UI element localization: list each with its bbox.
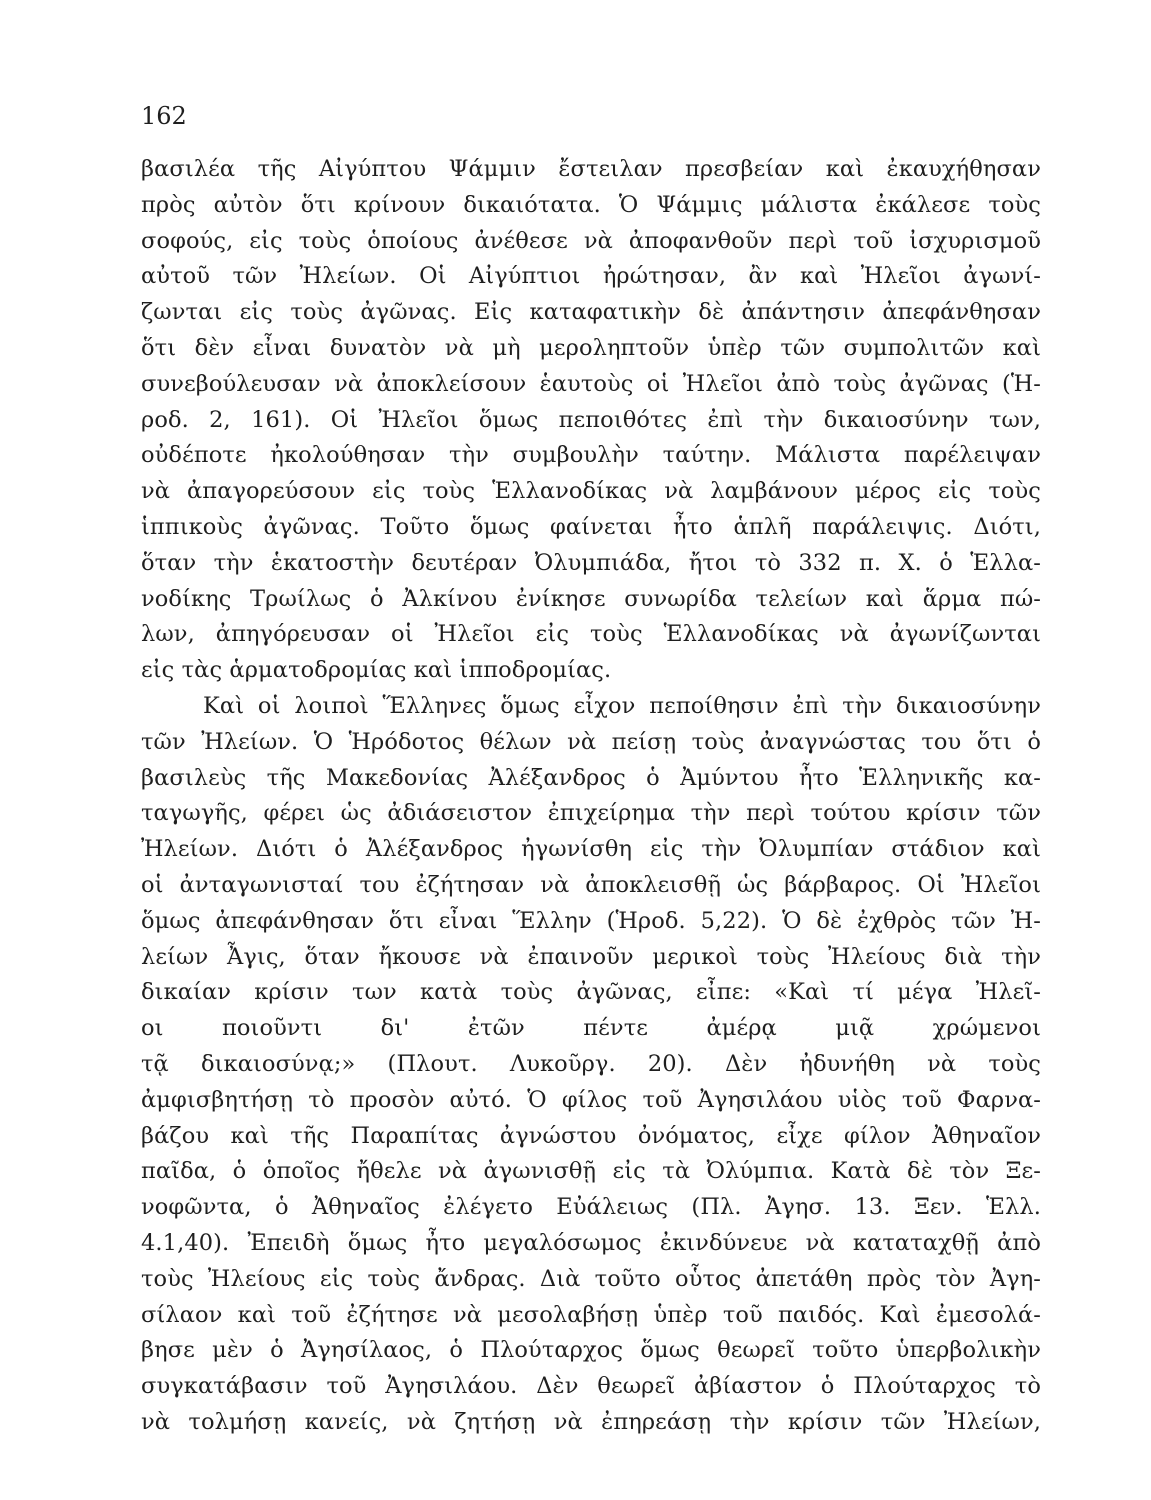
body-text [141,152,1041,1441]
text-line: οἱ ἀνταγωνισταί του ἐζήτησαν νὰ ἀποκλεισθῇ ὡς βάρβαρος. Οἱ Ἠλεῖοι [141,871,1041,898]
text-line: νοφῶντα, ὁ Ἀθηναῖος ἐλέγετο Εὐάλειως (Πλ. Ἀγησ. 13. Ξεν. Ἑλλ. [141,1194,1041,1221]
text-line: σίλαον καὶ τοῦ ἐζήτησε νὰ μεσολαβήσῃ ὑπὲρ τοῦ παιδός. Καὶ ἐμεσολά- [141,1301,1041,1328]
text-line: παῖδα, ὁ ὁποῖος ἤθελε νὰ ἀγωνισθῇ εἰς τὰ Ὀλύμπια. Κατὰ δὲ τὸν Ξε- [141,1158,1041,1185]
text-line: αὐτοῦ τῶν Ἠλείων. Οἱ Αἰγύπτιοι ἠρώτησαν, ἂν καὶ Ἠλεῖοι ἀγωνί- [141,263,1041,290]
text-line: τᾷ δικαιοσύνᾳ;» (Πλουτ. Λυκοῦργ. 20). Δὲν ἠδυνήθη νὰ τοὺς [141,1050,1041,1077]
text-line: βασιλέα τῆς Αἰγύπτου Ψάμμιν ἔστειλαν πρεσβείαν καὶ ἐκαυχήθησαν [141,156,1041,182]
text-line: τοὺς Ἠλείους εἰς τοὺς ἄνδρας. Διὰ τοῦτο οὗτος ἀπετάθη πρὸς τὸν Ἀγη- [141,1265,1041,1292]
paragraph-2 [141,689,1041,1441]
text-line: οι ποιοῦντι δι' ἐτῶν πέντε ἀμέρᾳ μιᾷ χρώμενοι [141,1015,1041,1042]
text-line: Καὶ οἱ λοιποὶ Ἕλληνες ὅμως εἶχον πεποίθησιν ἐπὶ τὴν δικαιοσύνην [203,692,1041,719]
paragraph-1 [141,152,1041,689]
text-line: εἰς τὰς ἁρματοδρομίας καὶ ἱπποδρομίας. [141,657,612,684]
text-line: ροδ. 2, 161). Οἱ Ἠλεῖοι ὅμως πεποιθότες ἐπὶ τὴν δικαιοσύνην των, [141,406,1041,433]
text-line: ζωνται εἰς τοὺς ἀγῶνας. Εἰς καταφατικὴν δὲ ἀπάντησιν ἀπεφάνθησαν [141,299,1041,326]
text-line: νὰ ἀπαγορεύσουν εἰς τοὺς Ἑλλανοδίκας νὰ λαμβάνουν μέρος εἰς τοὺς [141,478,1041,505]
text-line: νὰ τολμήσῃ κανείς, νὰ ζητήσῃ νὰ ἐπηρεάσῃ τὴν κρίσιν τῶν Ἠλείων, [141,1408,1041,1435]
page-number: 162 [141,102,187,130]
text-line: ὅτι δὲν εἶναι δυνατὸν νὰ μὴ μεροληπτοῦν ὑπὲρ τῶν συμπολιτῶν καὶ [141,334,1041,361]
text-line: δικαίαν κρίσιν των κατὰ τοὺς ἀγῶνας, εἶπε: «Καὶ τί μέγα Ἠλεῖ- [141,979,1041,1006]
text-line: ταγωγῆς, φέρει ὡς ἀδιάσειστον ἐπιχείρημα τὴν περὶ τούτου κρίσιν τῶν [141,800,1041,827]
text-line: ἀμφισβητήσῃ τὸ προσὸν αὐτό. Ὁ φίλος τοῦ Ἀγησιλάου υἱὸς τοῦ Φαρνα- [141,1086,1041,1113]
text-line: νοδίκης Τρωίλως ὁ Ἀλκίνου ἐνίκησε συνωρίδα τελείων καὶ ἅρμα πώ- [141,585,1041,612]
text-line: συνεβούλευσαν νὰ ἀποκλείσουν ἑαυτοὺς οἱ Ἠλεῖοι ἀπὸ τοὺς ἀγῶνας (Ἡ- [141,370,1041,397]
text-line: ὅταν τὴν ἑκατοστὴν δευτέραν Ὀλυμπιάδα, ἤτοι τὸ 332 π. Χ. ὁ Ἑλλα- [141,549,1041,576]
text-line: τῶν Ἠλείων. Ὁ Ἡρόδοτος θέλων νὰ πείσῃ τοὺς ἀναγνώστας του ὅτι ὁ [141,728,1041,755]
text-line: ὅμως ἀπεφάνθησαν ὅτι εἶναι Ἕλλην (Ἡροδ. 5,22). Ὁ δὲ ἐχθρὸς τῶν Ἠ- [141,907,1041,934]
text-line: οὐδέποτε ἠκολούθησαν τὴν συμβουλὴν ταύτην. Μάλιστα παρέλειψαν [141,442,1041,469]
text-line: σοφούς, εἰς τοὺς ὁποίους ἀνέθεσε νὰ ἀποφανθοῦν περὶ τοῦ ἰσχυρισμοῦ [141,227,1041,254]
text-line: πρὸς αὐτὸν ὅτι κρίνουν δικαιότατα. Ὁ Ψάμμις μάλιστα ἐκάλεσε τοὺς [141,191,1041,218]
text-line: Ἠλείων. Διότι ὁ Ἀλέξανδρος ἠγωνίσθη εἰς τὴν Ὀλυμπίαν στάδιον καὶ [141,836,1041,863]
text-line: λείων Ἆγις, ὅταν ἤκουσε νὰ ἐπαινοῦν μερικοὶ τοὺς Ἠλείους διὰ τὴν [141,943,1041,970]
text-line: βασιλεὺς τῆς Μακεδονίας Ἀλέξανδρος ὁ Ἀμύντου ἦτο Ἑλληνικῆς κα- [141,764,1041,791]
text-line: 4.1,40). Ἐπειδὴ ὅμως ἦτο μεγαλόσωμος ἐκινδύνευε νὰ καταταχθῇ ἀπὸ [141,1229,1041,1256]
text-line: λων, ἀπηγόρευσαν οἱ Ἠλεῖοι εἰς τοὺς Ἑλλανοδίκας νὰ ἀγωνίζωνται [141,621,1041,648]
text-line: ἱππικοὺς ἀγῶνας. Τοῦτο ὅμως φαίνεται ἦτο ἁπλῆ παράλειψις. Διότι, [141,513,1041,540]
text-line: βησε μὲν ὁ Ἀγησίλαος, ὁ Πλούταρχος ὅμως θεωρεῖ τοῦτο ὑπερβολικὴν [141,1337,1041,1364]
text-line: βάζου καὶ τῆς Παραπίτας ἀγνώστου ὀνόματος, εἶχε φίλον Ἀθηναῖον [141,1122,1041,1149]
text-line: συγκατάβασιν τοῦ Ἀγησιλάου. Δὲν θεωρεῖ ἀβίαστον ὁ Πλούταρχος τὸ [141,1373,1041,1400]
